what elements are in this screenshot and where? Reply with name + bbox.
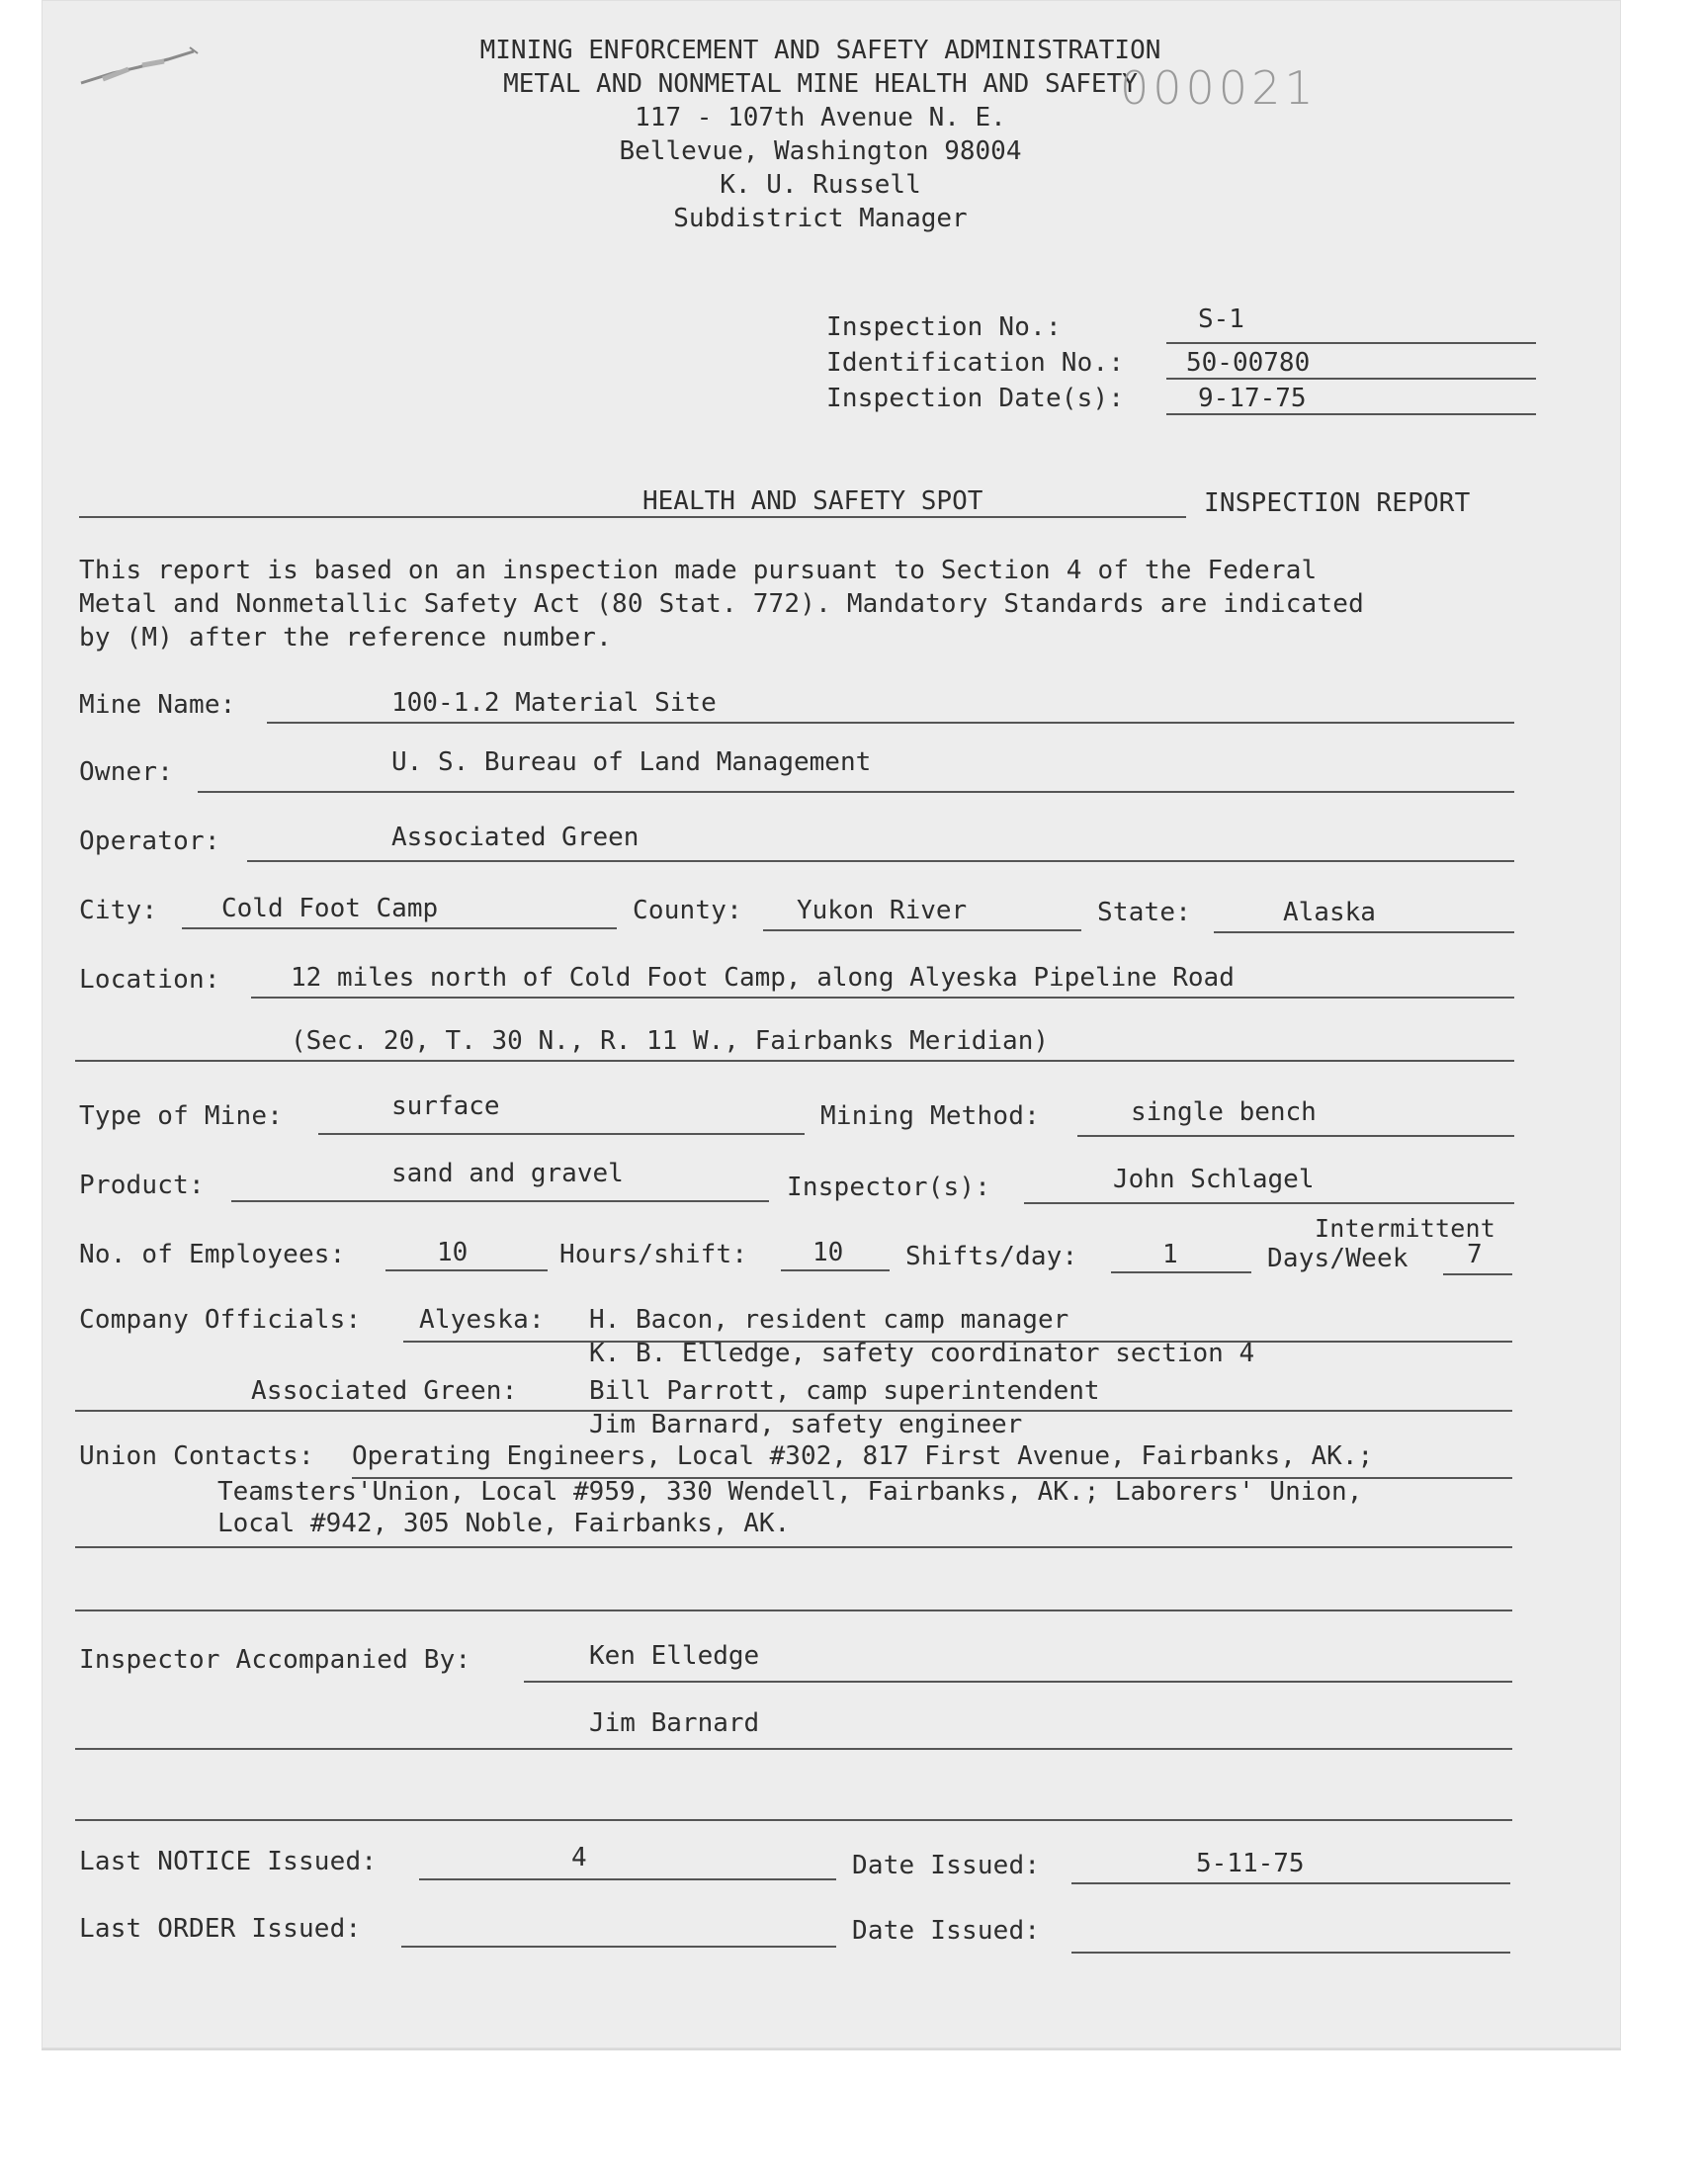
inspector-value: John Schlagel	[1113, 1165, 1315, 1194]
location-line-2	[75, 1060, 1514, 1062]
days-week-line	[1443, 1273, 1512, 1275]
employees-value: 10	[437, 1238, 469, 1267]
page-edge	[42, 2048, 1621, 2050]
division-name: METAL AND NONMETAL MINE HEALTH AND SAFETY	[503, 69, 1138, 99]
union-contacts-line-1: Operating Engineers, Local #302, 817 First Avenue, Fairbanks, AK.;	[352, 1441, 1374, 1471]
intro-line-2: Metal and Nonmetallic Safety Act (80 Stat. 772). Mandatory Standards are indicated	[79, 589, 1364, 619]
shifts-day-line	[1111, 1271, 1251, 1273]
identification-no-value: 50-00780	[1186, 348, 1311, 378]
union-contacts-label: Union Contacts:	[79, 1441, 314, 1471]
county-value: Yukon River	[797, 896, 968, 925]
inspector-line	[1024, 1202, 1514, 1204]
associated-green-official-1: Bill Parrott, camp superintendent	[589, 1376, 1100, 1406]
union-contacts-line-3: Local #942, 305 Noble, Fairbanks, AK.	[217, 1509, 791, 1538]
owner-label: Owner:	[79, 757, 174, 787]
operator-value: Associated Green	[391, 823, 640, 852]
type-of-mine-line	[318, 1133, 805, 1135]
notice-date-label: Date Issued:	[852, 1851, 1041, 1880]
location-line-1	[251, 997, 1514, 999]
notice-date-line	[1071, 1882, 1510, 1884]
county-label: County:	[633, 896, 742, 925]
accompanied-by-label: Inspector Accompanied By:	[79, 1645, 471, 1675]
inspection-date-line	[1166, 413, 1536, 415]
last-notice-value: 4	[571, 1843, 587, 1872]
inspection-date-value: 9-17-75	[1198, 384, 1307, 413]
owner-value: U. S. Bureau of Land Management	[391, 747, 872, 777]
operator-label: Operator:	[79, 826, 220, 856]
report-type-line	[79, 516, 1186, 518]
document-page	[42, 0, 1621, 2048]
product-line	[231, 1200, 769, 1202]
days-note: Intermittent	[1315, 1214, 1496, 1243]
associated-green-label: Associated Green:	[251, 1376, 518, 1406]
accompanied-name-2: Jim Barnard	[589, 1708, 760, 1738]
location-value-line-1: 12 miles north of Cold Foot Camp, along Alyeska Pipeline Road	[291, 963, 1235, 993]
product-value: sand and gravel	[391, 1159, 624, 1188]
notice-date-value: 5-11-75	[1196, 1849, 1305, 1878]
alyeska-official-2: K. B. Elledge, safety coordinator section 4	[589, 1339, 1255, 1368]
intro-line-3: by (M) after the reference number.	[79, 623, 613, 652]
city-line	[182, 927, 617, 929]
inspection-date-label: Inspection Date(s):	[826, 384, 1125, 413]
accompanied-name-1: Ken Elledge	[589, 1641, 760, 1671]
type-of-mine-label: Type of Mine:	[79, 1101, 284, 1131]
operator-line	[247, 860, 1514, 862]
inspection-no-label: Inspection No.:	[826, 312, 1062, 342]
mining-method-line	[1077, 1135, 1514, 1137]
state-line	[1214, 931, 1514, 933]
last-order-line	[401, 1946, 836, 1948]
document-stamp-number: 000021	[1120, 61, 1318, 115]
hours-shift-label: Hours/shift:	[559, 1240, 748, 1269]
state-value: Alaska	[1283, 898, 1376, 927]
hours-shift-line	[781, 1269, 890, 1271]
manager-name: K. U. Russell	[720, 170, 921, 200]
last-order-label: Last ORDER Issued:	[79, 1914, 362, 1944]
mine-name-label: Mine Name:	[79, 690, 236, 720]
intro-line-1: This report is based on an inspection made pursuant to Section 4 of the Federal	[79, 556, 1318, 585]
identification-no-label: Identification No.:	[826, 348, 1125, 378]
accompanied-line-1	[524, 1681, 1512, 1683]
owner-line	[198, 791, 1514, 793]
alyeska-official-1: H. Bacon, resident camp manager	[589, 1305, 1069, 1335]
identification-no-line	[1166, 378, 1536, 380]
type-of-mine-value: surface	[391, 1091, 500, 1121]
inspector-label: Inspector(s):	[787, 1173, 991, 1202]
location-value-line-2: (Sec. 20, T. 30 N., R. 11 W., Fairbanks Meridian)	[291, 1026, 1050, 1056]
county-line	[763, 929, 1081, 931]
mining-method-label: Mining Method:	[820, 1101, 1040, 1131]
agency-name: MINING ENFORCEMENT AND SAFETY ADMINISTRATION	[479, 36, 1161, 65]
inspection-no-line	[1166, 342, 1536, 344]
associated-green-official-2: Jim Barnard, safety engineer	[589, 1410, 1023, 1439]
company-officials-label: Company Officials:	[79, 1305, 362, 1335]
union-contacts-line-2: Teamsters'Union, Local #959, 330 Wendell, Fairbanks, AK.; Laborers' Union,	[217, 1477, 1363, 1507]
location-label: Location:	[79, 965, 220, 995]
address-street: 117 - 107th Avenue N. E.	[635, 103, 1006, 132]
shifts-day-value: 1	[1162, 1240, 1178, 1269]
report-title-suffix: INSPECTION REPORT	[1204, 488, 1471, 518]
union-underline-3	[75, 1546, 1512, 1548]
report-type: HEALTH AND SAFETY SPOT	[642, 486, 983, 516]
last-notice-line	[419, 1878, 836, 1880]
union-blank-line	[75, 1610, 1512, 1611]
order-date-label: Date Issued:	[852, 1916, 1041, 1946]
mine-name-value: 100-1.2 Material Site	[391, 688, 717, 718]
order-date-line	[1071, 1952, 1510, 1954]
accompanied-line-3	[75, 1819, 1512, 1821]
manager-title: Subdistrict Manager	[673, 204, 968, 233]
days-week-value: 7	[1467, 1240, 1483, 1269]
city-value: Cold Foot Camp	[221, 894, 439, 923]
accompanied-line-2	[75, 1748, 1512, 1750]
last-notice-label: Last NOTICE Issued:	[79, 1847, 378, 1876]
mine-name-line	[267, 722, 1514, 724]
mining-method-value: single bench	[1131, 1097, 1317, 1127]
employees-label: No. of Employees:	[79, 1240, 346, 1269]
alyeska-label: Alyeska:	[419, 1305, 545, 1335]
product-label: Product:	[79, 1171, 205, 1200]
hours-shift-value: 10	[812, 1238, 844, 1267]
shifts-day-label: Shifts/day:	[905, 1242, 1078, 1271]
state-label: State:	[1097, 898, 1192, 927]
employees-line	[385, 1269, 548, 1271]
inspection-no-value: S-1	[1198, 304, 1244, 334]
city-label: City:	[79, 896, 158, 925]
address-city: Bellevue, Washington 98004	[619, 136, 1022, 166]
days-week-label: Days/Week	[1267, 1244, 1409, 1273]
